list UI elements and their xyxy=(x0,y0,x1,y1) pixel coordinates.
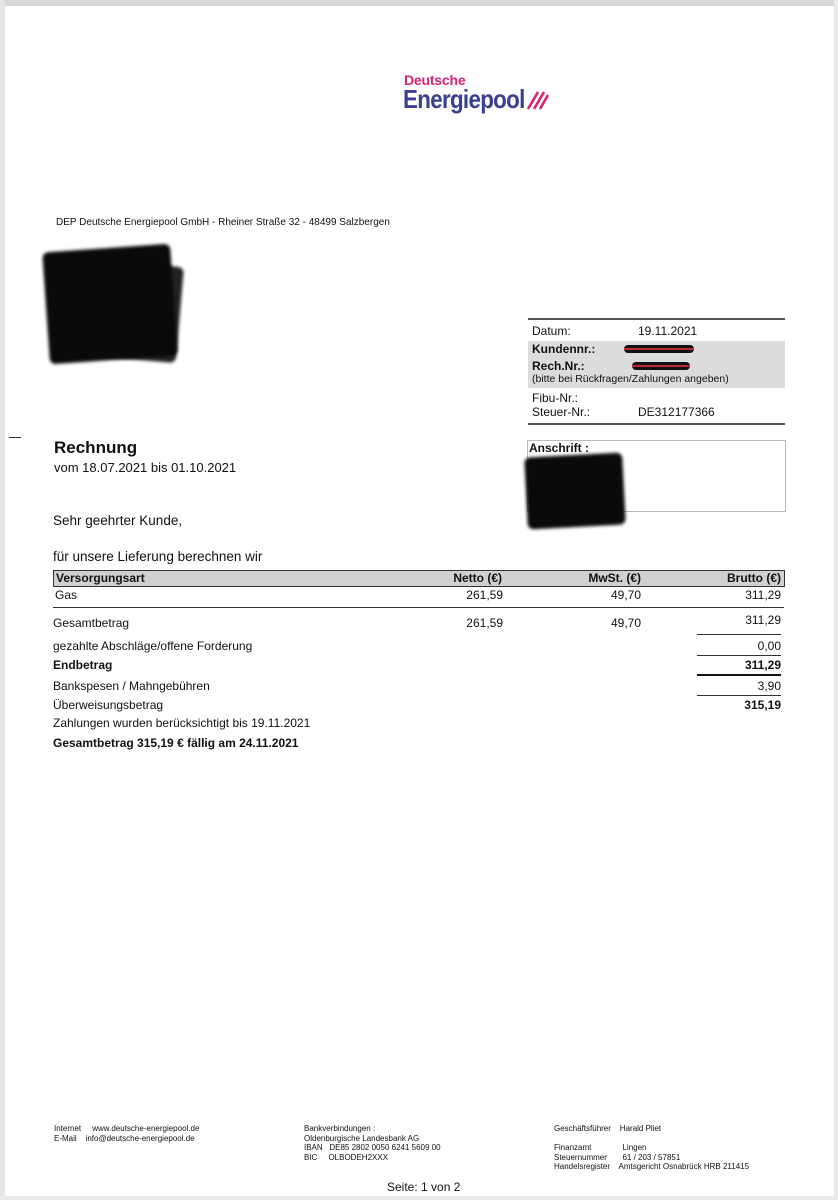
footer-contact: Internet www.deutsche-energiepool.de E-Mail info@deutsche-energiepool.de xyxy=(54,1124,200,1143)
page-edge-left xyxy=(0,0,5,1200)
sender-address-line: DEP Deutsche Energiepool GmbH - Rheiner Straße 32 - 48499 Salzbergen xyxy=(56,217,390,228)
fold-mark xyxy=(9,437,21,438)
row-gas-type: Gas xyxy=(55,588,78,602)
invoice-title: Rechnung xyxy=(54,438,138,457)
invoice-period: vom 18.07.2021 bis 01.10.2021 xyxy=(54,460,237,475)
invoice-number-note: (bitte bei Rückfragen/Zahlungen angeben) xyxy=(532,373,729,385)
redacted-delivery-address xyxy=(524,452,626,529)
page-edge-top xyxy=(0,0,838,6)
row-gas-netto: 261,59 xyxy=(466,588,503,602)
col-header-brutto: Brutto (€) xyxy=(727,571,781,585)
greeting: Sehr geehrter Kunde, xyxy=(53,513,183,528)
final-amount-value: 311,29 xyxy=(744,658,781,672)
total-brutto: 311,29 xyxy=(745,613,781,627)
redacted-invoice-number xyxy=(632,362,690,370)
final-amount-label: Endbetrag xyxy=(53,658,113,672)
col-header-mwst: MwSt. (€) xyxy=(588,571,641,585)
advance-payments-value: 0,00 xyxy=(757,639,781,653)
divider xyxy=(697,695,781,696)
page-edge-right xyxy=(834,0,838,1200)
tax-number-value: DE312177366 xyxy=(638,405,715,419)
footer-bank-details: Bankverbindungen : Oldenburgische Landesbank AG IBAN DE85 2802 0050 6241 5609 00 BIC OLBODEH2XXX xyxy=(304,1124,441,1162)
divider xyxy=(53,607,784,608)
logo-text-deutsche: Deutsche xyxy=(404,72,466,88)
transfer-amount-label: Überweisungsbetrag xyxy=(53,698,164,712)
transfer-amount-value: 315,19 xyxy=(744,698,781,712)
logo-text-energiepool: Energiepool xyxy=(403,84,525,114)
table-header xyxy=(53,570,785,587)
intro-text: für unsere Lieferung berechnen wir xyxy=(53,549,263,564)
address-label: Anschrift : xyxy=(529,441,589,455)
page-edge-bottom xyxy=(0,1196,838,1200)
logo-stripes-icon xyxy=(526,89,550,111)
fibu-label: Fibu-Nr.: xyxy=(532,391,579,405)
redacted-customer-number xyxy=(624,345,694,353)
redacted-recipient-address-2 xyxy=(56,257,184,363)
advance-payments-label: gezahlte Abschläge/offene Forderung xyxy=(53,639,253,653)
date-value: 19.11.2021 xyxy=(638,324,698,338)
col-header-netto: Netto (€) xyxy=(453,571,502,585)
divider-bold xyxy=(697,674,781,676)
bank-fees-label: Bankspesen / Mahngebühren xyxy=(53,679,210,693)
total-label: Gesamtbetrag xyxy=(53,616,130,630)
footer-company-details: Geschäftsführer Harald Pliet Finanzamt Lingen Steuernummer 61 / 203 / 57851 Handelsregister Amtsgericht Osnabrück HRB 211415 xyxy=(554,1124,750,1171)
row-gas-brutto: 311,29 xyxy=(745,588,781,602)
date-label: Datum: xyxy=(532,324,571,338)
page-number: Seite: 1 von 2 xyxy=(387,1180,461,1194)
payments-considered-note: Zahlungen wurden berücksichtigt bis 19.11.2021 xyxy=(53,716,311,730)
invoice-info-box xyxy=(528,318,785,425)
col-header-type: Versorgungsart xyxy=(56,571,145,585)
row-gas-mwst: 49,70 xyxy=(610,588,641,602)
customer-number-label: Kundennr.: xyxy=(532,342,596,356)
total-mwst: 49,70 xyxy=(610,616,641,630)
divider xyxy=(697,634,781,635)
total-netto: 261,59 xyxy=(466,616,503,630)
divider xyxy=(697,655,781,656)
invoice-number-label: Rech.Nr.: xyxy=(532,359,585,373)
tax-number-label: Steuer-Nr.: xyxy=(532,405,591,419)
due-amount-note: Gesamtbetrag 315,19 € fällig am 24.11.2021 xyxy=(53,736,299,750)
bank-fees-value: 3,90 xyxy=(757,679,781,693)
